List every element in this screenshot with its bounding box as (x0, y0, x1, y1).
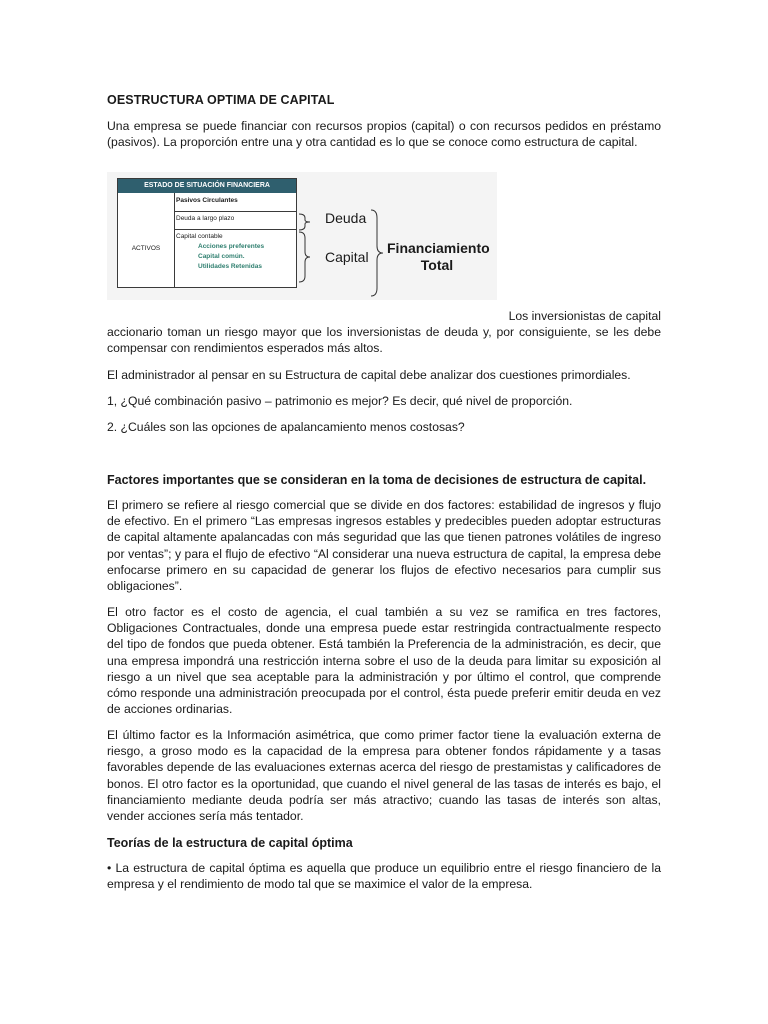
equity-row: Capital contable (176, 233, 223, 240)
investors-paragraph-first-line: Los inversionistas de capital (508, 309, 661, 323)
capital-label: Capital (325, 249, 369, 265)
commercial-risk-paragraph: El primero se refiere al riesgo comercial que se divide en dos factores: estabilidad de ingresos y flujo de efectivo. En el primero “Las empresas ingresos estables y predecibles pueden adoptar estructuras de capital altamente apalancadas con más seguridad que las que tienen patrones volátiles de ingreso por ventas”; y para el flujo de efectivo “Al considerar una nueva estructura de capital, la empresa debe enfocarse primero en su capacidad de generar los flujos de efectivo necesarios para cumplir sus obligaciones”. (107, 498, 661, 594)
question-one: 1, ¿Qué combinación pasivo – patrimonio es mejor? Es decir, qué nivel de proporción. (107, 394, 573, 408)
agency-cost-paragraph: El otro factor es el costo de agencia, el cual también a su vez se ramifica en tres factores, Obligaciones Contractuales, donde una empresa puede estar restringida contractualmente respecto del tipo de fondos que pueda obtener. Está también la Preferencia de la administración, es decir, que una empresa impondrá una restricción interna sobre el uso de la deuda para limitar su exposición al riesgo a un nivel que sea aceptable para la administración y por último el control, que comprende cómo responde una administración preocupada por el control, ésta puede preferir emitir deuda en vez de acciones ordinarias. (107, 605, 661, 717)
capital-structure-figure (107, 172, 497, 300)
section-heading-theories: Teorías de la estructura de capital óptima (107, 836, 353, 850)
asymmetric-information-paragraph: El último factor es la Información asimétrica, que como primer factor tiene la evaluación externa de riesgo, a groso modo es la capacidad de la empresa para obtener fondos rápidamente y a tasas favorables depende de las evaluaciones externas acerca del riesgo de prestamistas y calificadores de bonos. El otro factor es la oportunidad, que cuando el nivel general de las tasas de interés es bajo, el financiamiento mediante deuda podría ser más atractivo; cuando las tasas de interés son altas, vender acciones sería más tentador. (107, 728, 661, 824)
total-financing-label-line1: Financiamiento (387, 240, 490, 256)
long-term-debt-row: Deuda a largo plazo (176, 215, 235, 222)
current-liabilities-row: Pasivos Circulantes (176, 197, 238, 204)
retained-earnings-item: Utilidades Retenidas (198, 263, 262, 270)
assets-column (118, 193, 175, 287)
debt-brace (297, 212, 317, 232)
intro-paragraph: Una empresa se puede financiar con recursos propios (capital) o con recursos pedidos en préstamo (pasivos). La proporción entre una y otra cantidad es lo que se conoce como estructura de capital. (107, 119, 661, 150)
investors-paragraph: accionario toman un riesgo mayor que los inversionistas de deuda y, por consiguiente, se les debe compensar con rendimientos esperados más altos. (107, 325, 661, 356)
debt-label: Deuda (325, 210, 367, 226)
assets-label: ACTIVOS (131, 245, 161, 252)
row-divider (175, 229, 296, 230)
question-two: 2. ¿Cuáles son las opciones de apalancamiento menos costosas? (107, 420, 465, 434)
table-header: ESTADO DE SITUACIÓN FINANCIERA (118, 179, 296, 193)
section-heading-factors: Factores importantes que se consideran en la toma de decisiones de estructura de capital. (107, 473, 647, 487)
common-capital-item: Capital común. (198, 253, 245, 260)
capital-brace (297, 230, 317, 284)
total-financing-brace (369, 208, 389, 298)
total-financing-label-line2: Total (420, 257, 454, 273)
administrator-paragraph: El administrador al pensar en su Estructura de capital debe analizar dos cuestiones primordiales. (107, 368, 631, 382)
optimal-structure-bullet: • La estructura de capital óptima es aquella que produce un equilibrio entre el riesgo financiero de la empresa y el rendimiento de modo tal que se maximice el valor de la empresa. (107, 861, 661, 892)
page-title: OESTRUCTURA OPTIMA DE CAPITAL (107, 93, 335, 107)
row-divider (175, 211, 296, 212)
financial-statement-table (117, 178, 297, 288)
preferred-stock-item: Acciones preferentes (198, 243, 265, 250)
